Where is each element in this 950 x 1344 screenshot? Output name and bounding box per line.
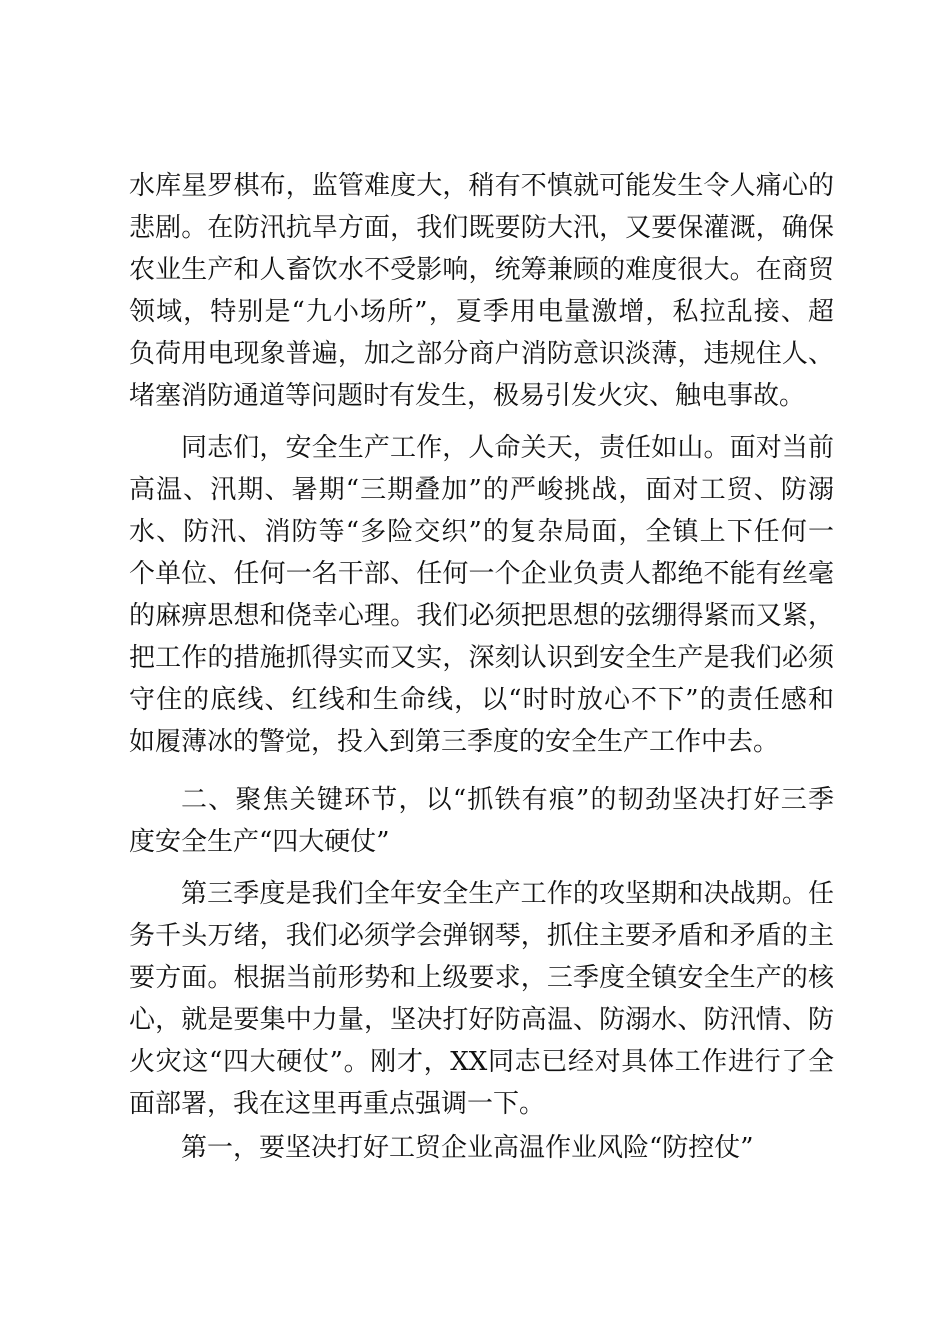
text-line: 堵塞消防通道等问题时有发生，极易引发火灾、触电事故。 <box>129 381 806 411</box>
section-heading: 二、聚焦关键环节，以“抓铁有痕”的韧劲坚决打好三季 <box>181 785 834 815</box>
text-line: 个单位、任何一名干部、任何一个企业负责人都绝不能有丝毫 <box>129 559 834 589</box>
text-line: 要方面。根据当前形势和上级要求，三季度全镇安全生产的核 <box>129 963 834 993</box>
text-line: 面部署，我在这里再重点强调一下。 <box>129 1089 546 1119</box>
text-line: 水库星罗棋布，监管难度大，稍有不慎就可能发生令人痛心的 <box>129 171 834 201</box>
text-line: 高温、汛期、暑期“三期叠加”的严峻挑战，面对工贸、防溺 <box>129 475 834 505</box>
text-line: 水、防汛、消防等“多险交织”的复杂局面，全镇上下任何一 <box>129 517 834 547</box>
text-line: 火灾这“四大硬仗”。刚才，XX同志已经对具体工作进行了全 <box>129 1047 834 1077</box>
text-line: 把工作的措施抓得实而又实，深刻认识到安全生产是我们必须 <box>129 643 834 673</box>
text-line: 负荷用电现象普遍，加之部分商户消防意识淡薄，违规住人、 <box>129 339 834 369</box>
text-line: 务千头万绪，我们必须学会弹钢琴，抓住主要矛盾和矛盾的主 <box>129 921 834 951</box>
text-line: 第三季度是我们全年安全生产工作的攻坚期和决战期。任 <box>181 879 834 909</box>
text-line: 农业生产和人畜饮水不受影响，统筹兼顾的难度很大。在商贸 <box>129 255 834 285</box>
text-line: 心，就是要集中力量，坚决打好防高温、防溺水、防汛情、防 <box>129 1005 834 1035</box>
text-line: 如履薄冰的警觉，投入到第三季度的安全生产工作中去。 <box>129 727 780 757</box>
text-line: 守住的底线、红线和生命线，以“时时放心不下”的责任感和 <box>129 685 834 715</box>
text-line: 的麻痹思想和侥幸心理。我们必须把思想的弦绷得紧而又紧， <box>129 601 834 631</box>
text-line: 悲剧。在防汛抗旱方面，我们既要防大汛，又要保灌溉，确保 <box>129 213 834 243</box>
text-line: 同志们，安全生产工作，人命关天，责任如山。面对当前 <box>181 433 834 463</box>
section-heading: 度安全生产“四大硬仗” <box>129 827 390 857</box>
subsection-heading: 第一，要坚决打好工贸企业高温作业风险“防控仗” <box>181 1133 754 1163</box>
text-line: 领域，特别是“九小场所”，夏季用电量激增，私拉乱接、超 <box>129 297 834 327</box>
